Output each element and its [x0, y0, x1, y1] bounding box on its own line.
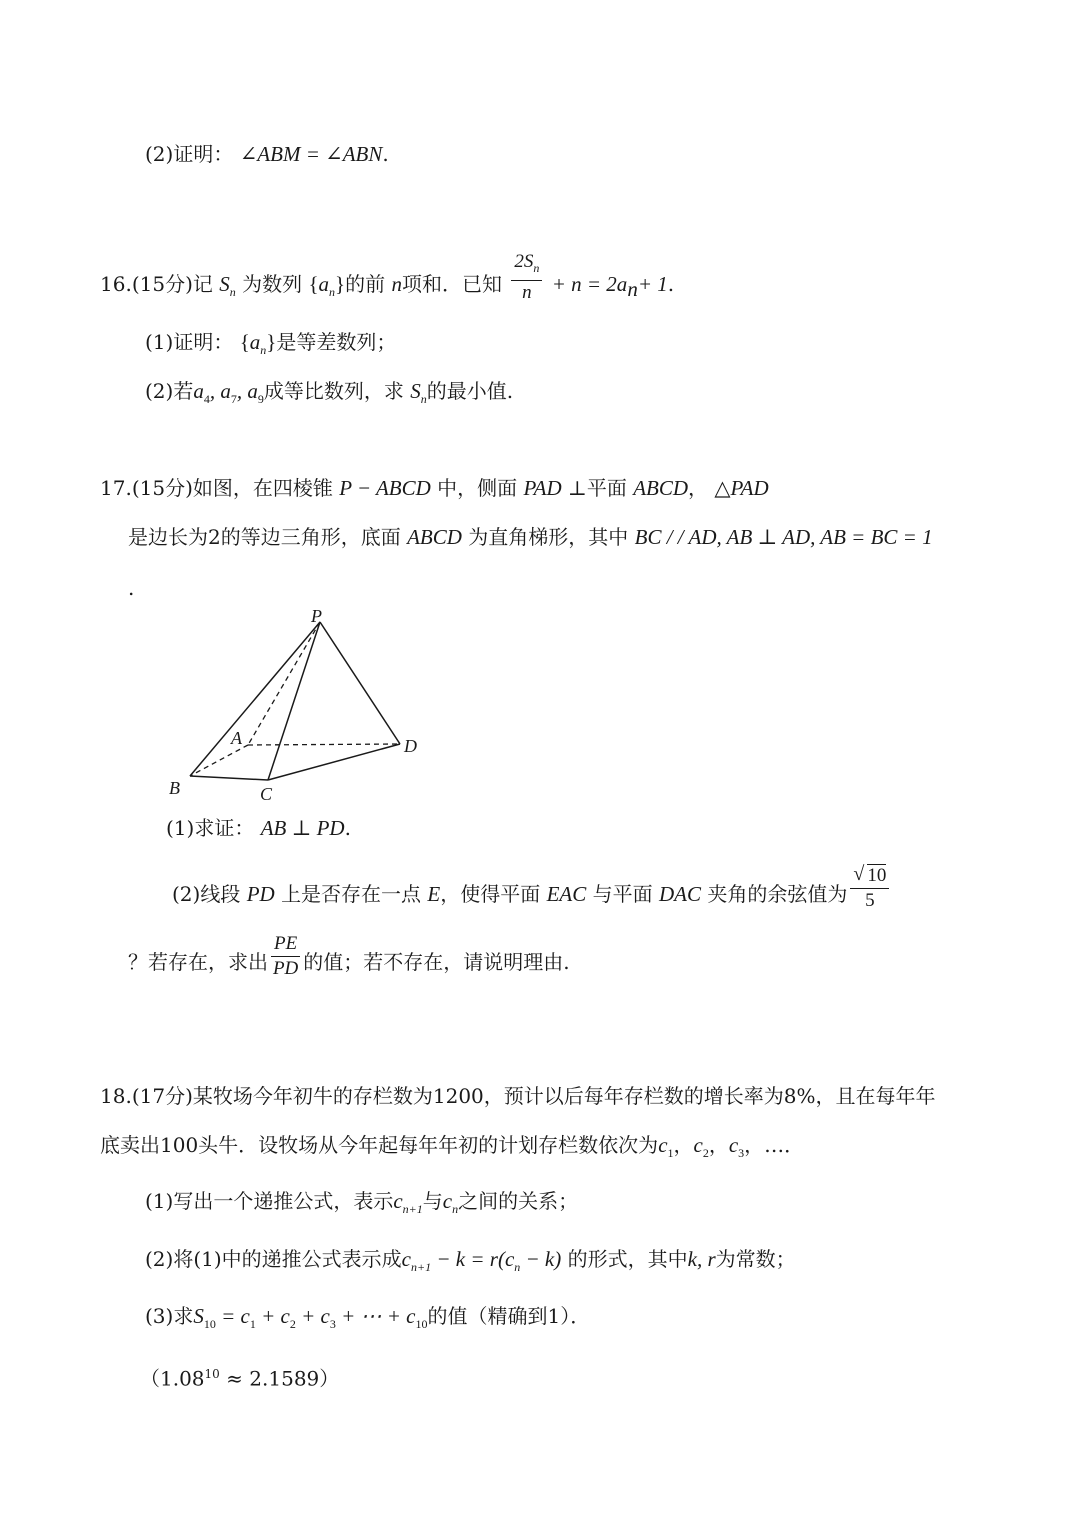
q16-part1: (1)证明： $\{a_n\}$是等差数列； — [145, 330, 397, 358]
q17-statement-line2: 是边长为2的等边三角形，底面 ABCD 为直角梯形，其中 BC / / AD, AB ⊥ AD, AB = BC = 1 — [128, 525, 933, 549]
q17-statement-line3: . — [128, 576, 135, 600]
edge-ab — [190, 745, 248, 776]
q17-part2-line2: ？若存在，求出 $\frac{PE}{PD}$ 的值；若不存在，请说明理由. — [128, 933, 570, 979]
vertex-label-b: B — [169, 778, 180, 798]
q17-statement-line1: 17.(15分)如图，在四棱锥 P − ABCD 中，侧面 PAD ⊥平面 ABCD， △PAD — [100, 476, 769, 500]
edge-pc — [268, 622, 320, 780]
vertex-label-p: P — [311, 606, 322, 626]
q18-points: (17分) — [131, 1084, 193, 1108]
q17-number: 17. — [100, 476, 132, 500]
q16-part2: (2)若$a_4$, $a_7$, $a_9$成等比数列，求 $S_n$的最小值. — [145, 379, 514, 407]
q18-hint: $(1.08^{10} \approx 2.1589)$ — [140, 1366, 340, 1391]
q17-pyramid-figure — [160, 600, 430, 810]
cosine-value-fraction: √ 10 5 — [850, 864, 889, 913]
q18-part3: (3)求$S_{10} = c_1 + c_2 + c_3$ + ⋯ + $c_{10}$的值（精确到1）． — [145, 1304, 591, 1332]
q18-part2: (2)将(1)中的递推公式表示成$c_{n+1} - k = r(c_n - k)$ 的形式，其中k, r为常数； — [145, 1247, 796, 1275]
q15-part2-expression: ∠ABM = ∠ABN — [239, 142, 383, 166]
q17-part2-line1: (2)线段 PD 上是否存在一点 E，使得平面 EAC 与平面 DAC 夹角的余弦值为 √ 10 5 — [172, 878, 892, 913]
edge-ad — [248, 744, 400, 745]
edge-pa — [248, 622, 320, 745]
edge-pd — [320, 622, 400, 744]
q16-points: (15分) — [131, 271, 193, 296]
q17-part1: (1)求证： AB ⊥ PD. — [166, 816, 351, 840]
q16-statement: 16.(15分)记 $S_n$ 为数列 $\{a_n\}$的前 n项和．已知 $\frac{2S_n}{n}$ + $n = 2a_n+ 1$. — [100, 251, 675, 303]
q15-part2-label: (2)证明： — [145, 142, 234, 166]
q17-points: (15分) — [131, 476, 193, 500]
vertex-label-a: A — [231, 728, 242, 748]
q18-number: 18. — [100, 1084, 132, 1108]
q18-statement-line2: 底卖出100头牛．设牧场从今年起每年年初的计划存栏数依次为$c_1$，$c_2$，$c_3$，…． — [100, 1133, 805, 1161]
ratio-fraction: $\frac{PE}{PD}$ — [272, 933, 299, 979]
edge-cd — [268, 744, 400, 780]
q18-statement-line1: 18.(17分)某牧场今年初牛的存栏数为1200，预计以后每年存栏数的增长率为8%，且在每年年 — [100, 1084, 936, 1108]
q15-part2: (2)证明： ∠ABM = ∠ABN. — [145, 142, 389, 166]
vertex-label-c: C — [260, 784, 273, 804]
vertex-label-d: D — [404, 736, 417, 756]
q16-fraction: $\frac{2S_n}{n}$ — [511, 250, 542, 305]
edge-pb — [190, 622, 320, 776]
recurrence-form: $c_{n+1} - k = r(c_n - k)$ — [401, 1247, 562, 1275]
q18-part1: (1)写出一个递推公式，表示$c_{n+1}$与$c_n$之间的关系； — [145, 1189, 579, 1217]
q16-number: 16. — [100, 271, 132, 296]
sum-expression: $S_{10} = c_1 + c_2 + c_3$ + ⋯ + $c_{10}$ — [193, 1304, 428, 1332]
edge-bc — [190, 776, 268, 780]
